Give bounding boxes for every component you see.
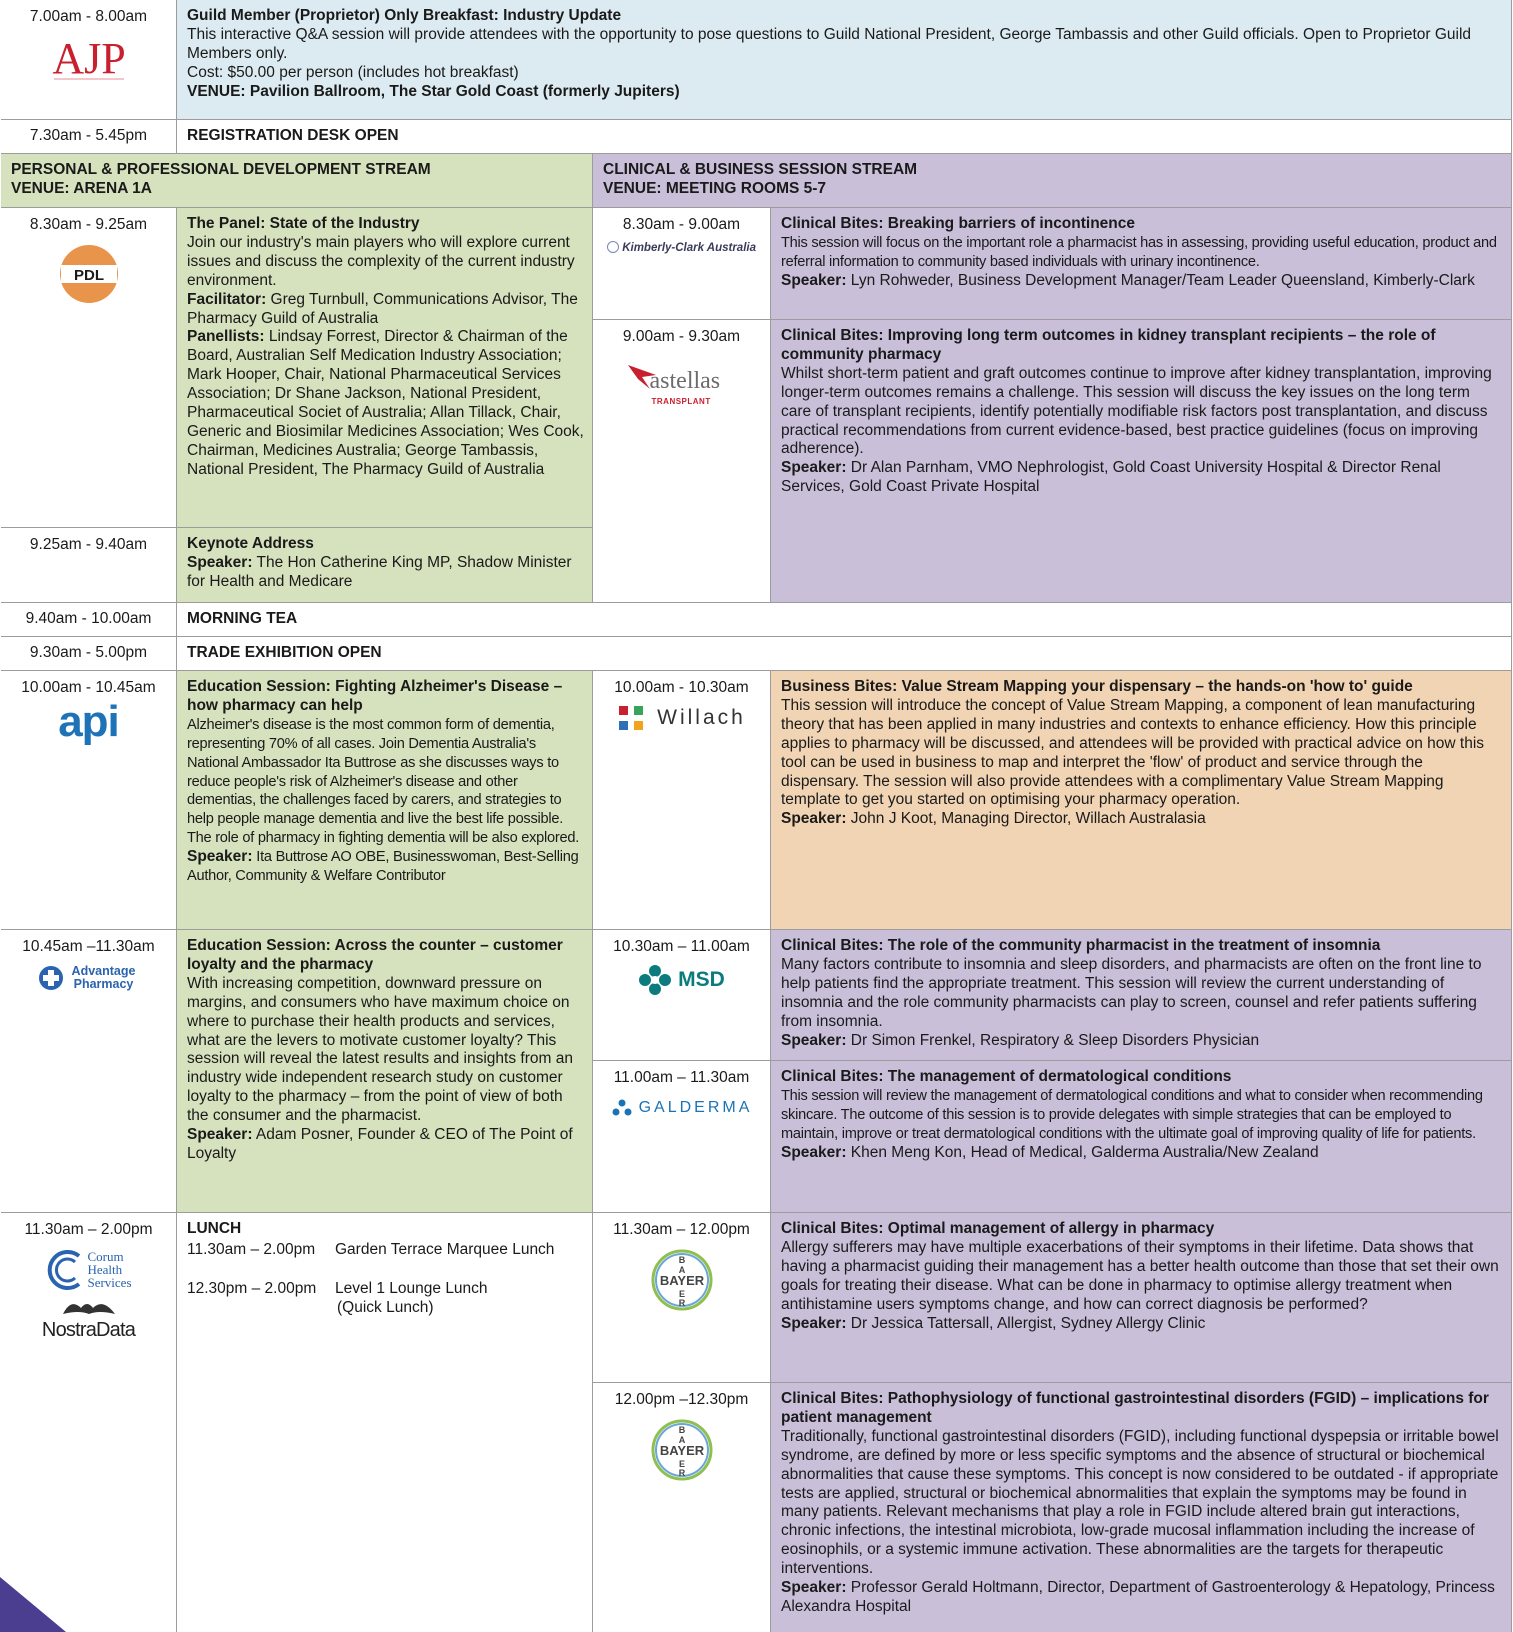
astellas-logo [612,361,752,411]
lunch-item-time: 11.30am – 2.00pm [187,1240,316,1258]
morning-tea-label: MORNING TEA [187,610,298,627]
panel-description: Join our industry's main players who will explore current issues and discuss the complexity of the current industry environment. [187,233,575,289]
keynote-speaker: The Hon Catherine King MP, Shadow Minister for Health and Medicare [187,553,572,590]
incontinence-time-cell [593,208,771,320]
breakfast-description: This interactive Q&A session will provide attendees with the opportunity to pose questions to Guild National President, George Tambassis and other Guild officials. Open to Proprietor Guild Members only. [187,25,1472,62]
fgid-time-cell [593,1383,771,1632]
keynote-time-cell [1,528,177,603]
advantage-pharmacy-cross-icon [38,965,64,991]
vsm-cell [771,671,1512,930]
bayer-cross-logo [650,1418,714,1482]
kidney-cell [771,320,1512,603]
insomnia-title: Clinical Bites: The role of the community pharmacist in the treatment of insomnia [781,937,1381,954]
lunch-item-time: 12.30pm – 2.00pm [187,1279,317,1297]
incontinence-time: 8.30am - 9.00am [622,216,741,233]
msd-logo [593,965,770,995]
lunch-item [187,1241,584,1260]
insomnia-time: 10.30am – 11.00am [613,938,750,955]
loyalty-speaker: Adam Posner, Founder & CEO of The Point of Loyalty [187,1126,573,1162]
breakfast-time: 7.00am - 8.00am [29,8,148,25]
svg-text:B: B [678,1254,685,1265]
derm-title: Clinical Bites: The management of dermatological conditions [781,1068,1232,1085]
kidney-time: 9.00am - 9.30am [622,328,741,345]
kimberly-clark-logo [593,241,770,255]
breakfast-cell [177,0,1512,120]
derm-cell [771,1061,1512,1213]
corner-decoration [0,1577,66,1632]
lunch-item [187,1280,584,1318]
corum-logo-line3: Services [87,1275,132,1291]
corum-logo-line2: Health [87,1262,123,1278]
ajp-logo [44,35,134,85]
incontinence-speaker-label: Speaker: [781,271,847,289]
bayer-logo-horizontal-text: BAYER [659,1272,704,1288]
morning-tea-time: 9.40am - 10.00am [25,610,152,627]
trade-time: 9.30am - 5.00pm [29,644,148,661]
loyalty-speaker-label: Speaker: [187,1126,253,1144]
allergy-speaker: Dr Jessica Tattersall, Allergist, Sydney Allergy Clinic [846,1314,1206,1332]
incontinence-speaker: Lyn Rohweder, Business Development Manager/Team Leader Queensland, Kimberly-Clark [846,271,1475,289]
vsm-description: This session will introduce the concept of Value Stream Mapping, a component of lean manufacturing theory that has been applied in many industries and contexts to enhance efficiency. How this principle applies to pharmacy will be discussed, and attendees will be provided with practical advice on how this tool can be used in business to map and interpret the 'flow' of product and service through the dispensary. The session will also provide attendees with a complimentary Value Stream Mapping template to get you started on optimising your pharmacy operation. [781,696,1485,809]
willach-logo [593,704,770,732]
allergy-cell [771,1213,1512,1383]
keynote-title: Keynote Address [187,535,314,552]
loyalty-description: With increasing competition, downward pressure on margins, and consumers who have maximum choice on where to purchase their health products and services, what are the levers to motivate customer loyalty? This session will reveal the latest results and insights from an industry wide independent research study on customer loyalty to the pharmacy – from the point of view of both the consumer and the pharmacist. [187,974,573,1125]
derm-time-cell [593,1061,771,1213]
advantage-pharmacy-logo [1,965,176,991]
lunch-item-place: Garden Terrace Marquee Lunch [335,1240,555,1258]
kidney-speaker: Dr Alan Parnham, VMO Nephrologist, Gold Coast University Hospital & Director Renal Services, Gold Coast Private Hospital [781,459,1441,496]
stream-right-venue: VENUE: MEETING ROOMS 5-7 [603,179,827,197]
registration-cell [177,120,1512,154]
panel-facilitator-label: Facilitator: [187,290,267,308]
registration-label: REGISTRATION DESK OPEN [187,127,399,144]
lunch-item-place [335,1280,488,1318]
incontinence-cell [771,208,1512,320]
loyalty-title: Education Session: Across the counter – customer loyalty and the pharmacy [187,937,563,973]
keynote-speaker-label: Speaker: [187,553,253,571]
svg-text:A: A [678,1264,685,1275]
trade-label: TRADE EXHIBITION OPEN [187,644,382,661]
alzheimers-speaker-label: Speaker: [187,848,253,866]
trade-cell [177,637,1512,671]
galderma-dots-icon [611,1099,633,1117]
advantage-pharmacy-logo-text: Advantage Pharmacy [71,964,136,991]
breakfast-venue: VENUE: Pavilion Ballroom, The Star Gold Coast (formerly Jupiters) [187,82,680,100]
kidney-description: Whilst short-term patient and graft outcomes continue to improve after kidney transplantation, improving longer-term outcomes remains a challenge. This session will discuss the key issues on the long term care of transplant recipients, identify potentially modifiable risk factors post transplantation, and discuss practical recommendations from current evidence-based, best practice guidelines (focus on improving adherence). [781,364,1492,458]
insomnia-description: Many factors contribute to insomnia and sleep disorders, and pharmacists are often on the front line to help patients find the appropriate treatment. This session will review the current understanding of insomnia and the role community pharmacists can play to screen, counsel and refer patients suffering from insomnia. [781,955,1482,1030]
alzheimers-title: Education Session: Fighting Alzheimer's Disease – how pharmacy can help [187,678,563,714]
fgid-time: 12.00pm –12.30pm [614,1391,749,1408]
alzheimers-cell [177,671,593,930]
kidney-speaker-label: Speaker: [781,459,847,477]
nostradata-logo: NostraData [41,1318,136,1341]
lunch-cell [177,1213,593,1632]
stream-left-venue: VENUE: ARENA 1A [11,179,152,197]
stream-right-name: CLINICAL & BUSINESS SESSION STREAM [603,161,918,178]
insomnia-speaker: Dr Simon Frenkel, Respiratory & Sleep Disorders Physician [846,1031,1260,1049]
svg-text:PDL: PDL [73,266,104,284]
svg-text:E: E [678,1288,685,1299]
breakfast-cost: Cost: $50.00 per person (includes hot breakfast) [187,63,519,81]
fgid-title: Clinical Bites: Pathophysiology of functional gastrointestinal disorders (FGID) – implications for patient management [781,1390,1489,1426]
insomnia-speaker-label: Speaker: [781,1031,847,1049]
galderma-logo-text: GALDERMA [638,1098,753,1116]
kimberly-clark-emblem-icon [607,241,619,253]
bayer-logo-horizontal-text: BAYER [659,1442,704,1458]
panel-cell [177,208,593,528]
alzheimers-speaker: Ita Buttrose AO OBE, Businesswoman, Best-Selling Author, Community & Welfare Contributor [187,849,579,885]
allergy-speaker-label: Speaker: [781,1314,847,1332]
panel-panellists: Lindsay Forrest, Director & Chairman of the Board, Australian Self Medication Industry Association; Mark Hooper, Chair, National Pharmaceutical Services Association; Dr Shane Jackson, National President, Pharmaceutical Societ of Australia; Allan Tillack, Chair, Generic and Biosimilar Medicines Association; Wes Cook, Chairman, Medicines Australia; George Tambassis, National President, The Pharmacy Guild of Australia [187,328,584,478]
panel-time: 8.30am - 9.25am [29,216,148,233]
panel-panellists-label: Panellists: [187,328,265,346]
lunch-time-cell [1,1213,177,1632]
vsm-speaker-label: Speaker: [781,810,847,828]
alzheimers-time-cell [1,671,177,930]
kimberly-clark-logo-text: Kimberly-Clark Australia [622,241,756,254]
morning-tea-time-cell [1,603,177,637]
fgid-cell [771,1383,1512,1632]
astellas-logo-subtext: TRANSPLANT [651,396,711,406]
api-logo: api [58,696,119,746]
corum-c-icon [45,1248,85,1292]
incontinence-description: This session will focus on the important role a pharmacist has in assessing, providing useful education, product and referral information to community based individuals with urinary incontinence. [781,234,1497,270]
msd-emblem-icon [638,965,672,995]
lunch-title: LUNCH [187,1220,242,1237]
insomnia-time-cell [593,930,771,1061]
stream-right-header [593,154,1512,208]
fgid-speaker-label: Speaker: [781,1579,847,1597]
keynote-time: 9.25am - 9.40am [29,536,148,553]
registration-time: 7.30am - 5.45pm [29,127,148,144]
pdl-logo [58,243,120,305]
vsm-time-cell [593,671,771,930]
derm-speaker-label: Speaker: [781,1143,847,1161]
insomnia-cell [771,930,1512,1061]
bayer-cross-logo [650,1248,714,1312]
lunch-item-place-name: Level 1 Lounge Lunch [335,1279,488,1297]
panel-title: The Panel: State of the Industry [187,215,420,232]
loyalty-time-cell [1,930,177,1213]
derm-description: This session will review the management of dermatological conditions and what to consider when recommending skincare. The outcome of this session is to provide delegates with simple strategies that can be employed to maintain, improve or treat dermatological conditions with the ultimate goal of improving quality of life for patients. [781,1087,1483,1142]
nostradata-bird-icon [59,1296,119,1318]
vsm-speaker: John J Koot, Managing Director, Willach Australasia [846,810,1206,828]
breakfast-time-cell [1,0,177,120]
corum-logo [1,1248,176,1292]
loyalty-cell [177,930,593,1213]
vsm-time: 10.00am - 10.30am [614,679,749,696]
breakfast-title: Guild Member (Proprietor) Only Breakfast: Industry Update [187,7,622,24]
svg-text:E: E [678,1458,685,1469]
keynote-cell [177,528,593,603]
panel-time-cell [1,208,177,528]
astellas-logo-text: astellas [649,367,721,394]
allergy-time-cell [593,1213,771,1383]
allergy-description: Allergy sufferers may have multiple exacerbations of their symptoms in their lifetime. Data shows that having a pharmacist guiding their management has a better health outcome than those that set their own goals for treating their disease. What can be done in pharmacy to optimise allergy treatment when antihistamine users symptoms change, and how can correct diagnosis be performed? [781,1238,1499,1313]
panel-facilitator: Greg Turnbull, Communications Advisor, The Pharmacy Guild of Australia [187,290,578,327]
msd-logo-text: MSD [678,968,725,992]
morning-tea-cell [177,603,1512,637]
vsm-title: Business Bites: Value Stream Mapping your dispensary – the hands-on 'how to' guide [781,678,1413,695]
corum-logo-line1: Corum [87,1249,124,1265]
galderma-logo [593,1098,770,1118]
allergy-title: Clinical Bites: Optimal management of allergy in pharmacy [781,1220,1215,1237]
svg-text:A: A [678,1434,685,1445]
lunch-item-note: (Quick Lunch) [337,1298,434,1316]
stream-left-header [1,154,593,208]
fgid-speaker: Professor Gerald Holtmann, Director, Department of Gastroenterology & Hepatology, Princess Alexandra Hospital [781,1579,1495,1615]
lunch-time: 11.30am – 2.00pm [24,1221,153,1238]
corum-logo-text [87,1250,131,1289]
kidney-title: Clinical Bites: Improving long term outcomes in kidney transplant recipients – the role of community pharmacy [781,327,1436,363]
stream-left-name: PERSONAL & PROFESSIONAL DEVELOPMENT STREAM [11,161,431,178]
derm-speaker: Khen Meng Kon, Head of Medical, Galderma Australia/New Zealand [846,1143,1319,1161]
alzheimers-description: Alzheimer's disease is the most common form of dementia, representing 70% of all cases. Join Dementia Australia's National Ambassador Ita Buttrose as she discusses ways to reduce people's risk of Alzheimer's disease and other dementias, the challenges faced by carers, and strategies to help people manage dementia and live the best life possible. The role of pharmacy in fighting dementia will be also explored. [187,716,580,847]
svg-text:B: B [678,1424,685,1435]
fgid-description: Traditionally, functional gastrointestinal disorders (FGID), including functional dyspepsia or irritable bowel syndrome, are defined by more or less specific symptoms and the absence of structural or biochemical abnormalities that cause these symptoms. This concept is now considered to be outdated - if appropriate tests are applied, structural or biochemical abnormalities that explain the symptoms may be found in many patients. Relevant mechanisms that play a role in FGID include altered brain gut interactions, chronic infections, the intestinal microbiota, low-grade mucosal inflammation including the increase of eosinophils, or a systemic immune activation. These abnormalities are the targets for therapeutic interventions. [781,1427,1499,1578]
alzheimers-time: 10.00am - 10.45am [21,679,156,696]
incontinence-title: Clinical Bites: Breaking barriers of incontinence [781,215,1136,232]
kidney-time-cell [593,320,771,603]
svg-text:R: R [678,1297,685,1308]
svg-text:AJP: AJP [51,34,126,83]
registration-time-cell [1,120,177,154]
willach-logo-text: Willach [657,706,746,730]
svg-text:R: R [678,1467,685,1478]
loyalty-time: 10.45am –11.30am [22,938,155,955]
willach-squares-icon [617,704,647,732]
allergy-time: 11.30am – 12.00pm [613,1221,750,1238]
trade-time-cell [1,637,177,671]
derm-time: 11.00am – 11.30am [613,1069,750,1086]
